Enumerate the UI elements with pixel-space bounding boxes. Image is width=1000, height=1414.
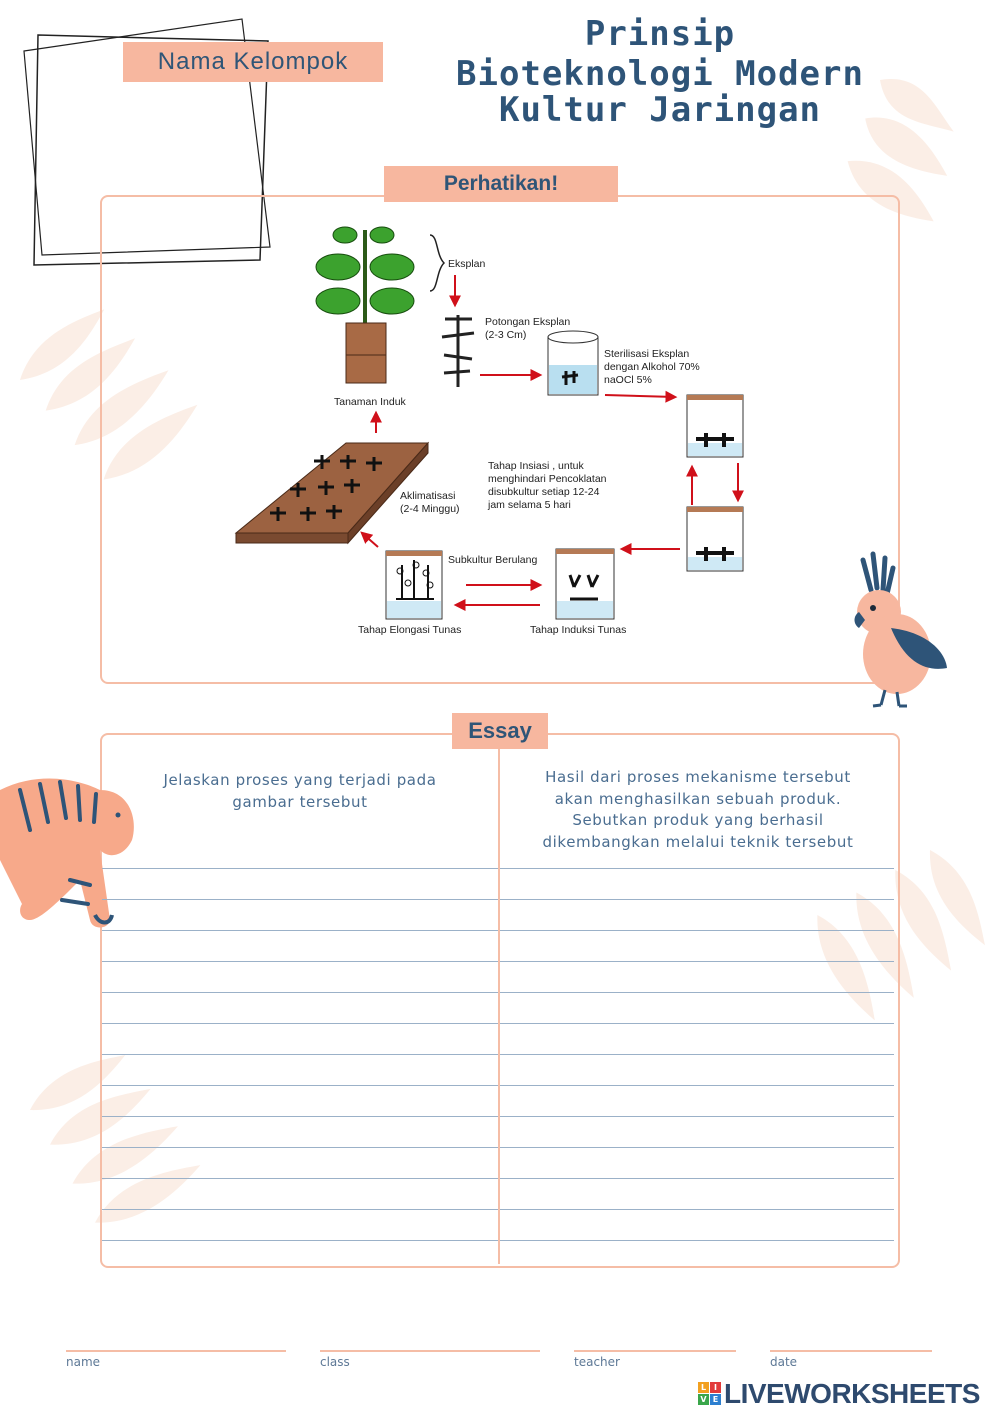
essay-q1-line-2: gambar tersebut [232,792,368,811]
essay-q2-line-4: dikembangkan melalui teknik tersebut [542,832,854,851]
essay-q2-line-3: Sebutkan produk yang berhasil [572,811,824,829]
date-field[interactable] [770,1350,932,1352]
shoot-induction-jar [556,549,614,619]
answer-area-1[interactable] [102,868,498,1260]
label-inisiasi-2: menghindari Pencoklatan [488,473,607,485]
title-line-3: Kultur Jaringan [498,90,822,130]
label-aklimatisasi-2: (2-4 Minggu) [400,503,460,515]
label-eksplan: Eksplan [448,258,486,270]
label-inisiasi-4: jam selama 5 hari [488,499,571,511]
essay-question-1 [120,770,480,813]
title-line-2: Bioteknologi Modern [456,54,864,94]
mother-plant-illustration [316,227,414,383]
group-name-label[interactable]: Nama Kelompok [123,42,383,82]
culture-jar-2 [687,507,743,571]
liveworksheets-brand[interactable]: LIVEWORKSHEETS [724,1378,980,1409]
sterilization-jar [548,331,598,395]
label-sterilisasi-3: naOCl 5% [604,374,652,386]
logo-letter-l: L [698,1382,709,1393]
class-field[interactable] [320,1350,540,1352]
culture-jar-1 [687,395,743,457]
cockatoo-illustration [845,550,955,710]
label-induksi: Tahap Induksi Tunas [530,624,627,636]
logo-letter-i: I [710,1382,721,1393]
date-label: date [770,1355,798,1369]
essay-q2-line-2: akan menghasilkan sebuah produk. [554,789,842,808]
liveworksheets-logo-icon [698,1382,722,1406]
name-field[interactable] [66,1350,286,1352]
essay-q1-line-1: Jelaskan proses yang terjadi pada [163,771,437,789]
title-line-1: Prinsip [584,14,736,54]
tissue-culture-diagram [230,215,760,645]
observe-heading: Perhatikan! [384,166,618,202]
essay-q2-line-1: Hasil dari proses mekanisme tersebut [545,768,851,786]
teacher-label: teacher [574,1355,620,1369]
label-inisiasi-3: disubkultur setiap 12-24 [488,486,600,498]
shoot-elongation-jar [386,551,442,619]
class-label: class [320,1355,350,1369]
essay-heading: Essay [452,713,548,749]
label-sterilisasi-2: dengan Alkohol 70% [604,361,700,373]
label-inisiasi-1: Tahap Insiasi , untuk [488,460,584,472]
label-sterilisasi-1: Sterilisasi Eksplan [604,348,690,360]
label-elongasi: Tahap Elongasi Tunas [358,624,462,636]
label-potongan-1: Potongan Eksplan [485,316,571,328]
label-tanaman-induk: Tanaman Induk [334,396,406,408]
logo-letter-e: E [710,1394,721,1405]
teacher-field[interactable] [574,1350,736,1352]
logo-letter-v: V [698,1394,709,1405]
name-label: name [66,1355,101,1369]
label-potongan-2: (2-3 Cm) [485,329,527,341]
answer-area-2[interactable] [500,868,894,1260]
label-subkultur: Subkultur Berulang [448,554,538,566]
label-aklimatisasi-1: Aklimatisasi [400,490,456,502]
essay-question-2 [518,767,878,853]
explant-cutting [442,315,474,387]
